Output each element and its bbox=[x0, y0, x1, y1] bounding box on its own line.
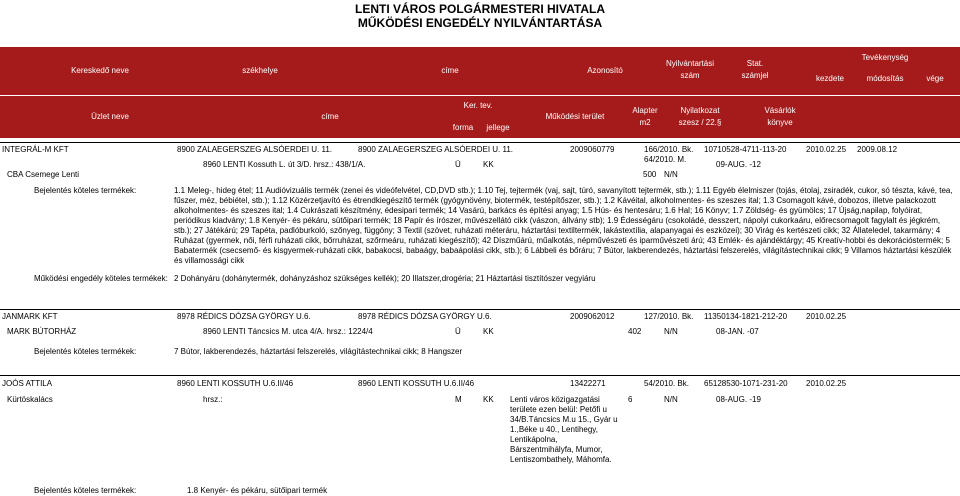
col-ker-tev: Ker. tev. bbox=[463, 101, 493, 110]
activity-start: 2010.02.25 bbox=[806, 145, 847, 154]
shop-name: MARK BÚTORHÁZ bbox=[7, 327, 77, 336]
col-alapter: Alapter bbox=[632, 106, 658, 115]
notifiable-products-text: 7 Bútor, lakberendezés, háztartási felszerelés, világítástechnikai cikk; 8 Hangszer bbox=[174, 347, 463, 356]
col-azonosito: Azonosító bbox=[587, 66, 623, 75]
merchant-seat: 8978 RÉDICS DÓZSA GYÖRGY U.6. bbox=[177, 312, 311, 321]
notifiable-products-label: Bejelentés köteles termékek: bbox=[34, 347, 137, 356]
col-jellege: jellege bbox=[486, 123, 510, 132]
merchant-seat: 8960 LENTI KOSSUTH U.6.II/46 bbox=[177, 379, 294, 388]
floor-area: 402 bbox=[628, 327, 642, 336]
col-kereskedo-neve: Kereskedő neve bbox=[71, 66, 129, 75]
shop-address: 8960 LENTI Táncsics M. utca 4/A. hrsz.: 1224/4 bbox=[203, 327, 373, 336]
col-szamjel: számjel bbox=[741, 71, 769, 80]
declaration: N/N bbox=[664, 327, 678, 336]
merchant-name: INTEGRÁL-M KFT bbox=[2, 145, 69, 154]
floor-area: 6 bbox=[628, 395, 633, 404]
customer-book: 08-JAN. -07 bbox=[716, 327, 759, 336]
notifiable-products-label: Bejelentés köteles termékek: bbox=[34, 186, 137, 195]
floor-area: 500 bbox=[643, 170, 657, 179]
header-band-merchant bbox=[0, 47, 960, 95]
col-nyilvantartasi-szam: szám bbox=[680, 71, 700, 80]
trade-form: Ü bbox=[455, 160, 461, 169]
customer-book: 08-AUG. -19 bbox=[716, 395, 761, 404]
notifiable-products-label: Bejelentés köteles termékek: bbox=[34, 486, 137, 495]
col-uzlet-neve: Üzlet neve bbox=[91, 112, 129, 121]
col-forma: forma bbox=[452, 123, 474, 132]
licensed-products-text: 2 Dohányáru (dohánytermék, dohányzáshoz szükséges kellék); 20 Illatszer,drogéria; 21 Háztartási tisztítószer vegyiáru bbox=[174, 274, 596, 283]
registry-number: 127/2010. Bk. bbox=[644, 312, 694, 321]
shop-name: Kürtöskalács bbox=[7, 395, 53, 404]
shop-address: 8960 LENTI Kossuth L. út 3/D. hrsz.: 438/1/A. bbox=[203, 160, 366, 169]
page-title: LENTI VÁROS POLGÁRMESTERI HIVATALA bbox=[354, 2, 605, 16]
col-alapter-m2: m2 bbox=[639, 118, 651, 127]
col-vasarlok-konyve: könyve bbox=[767, 118, 793, 127]
activity-modified: 2009.08.12 bbox=[857, 145, 898, 154]
trade-type: KK bbox=[483, 395, 494, 404]
declaration: N/N bbox=[664, 395, 678, 404]
merchant-id: 2009060779 bbox=[570, 145, 615, 154]
registry-number: 54/2010. Bk. bbox=[644, 379, 689, 388]
shop-name: CBA Csemege Lenti bbox=[7, 170, 80, 179]
col-uzlet-cime: címe bbox=[321, 112, 339, 121]
licensed-products-label: Működési engedély köteles termékek: bbox=[34, 274, 168, 283]
record-separator bbox=[0, 309, 960, 310]
col-modositas: módosítás bbox=[866, 74, 904, 83]
registry-number: 166/2010. Bk. bbox=[644, 145, 694, 154]
merchant-id: 13422271 bbox=[570, 379, 606, 388]
registry-number-2: 64/2010. M. bbox=[644, 155, 687, 164]
col-vege: vége bbox=[926, 74, 944, 83]
trade-type: KK bbox=[483, 327, 494, 336]
col-tevekenyseg: Tevékenység bbox=[861, 53, 909, 62]
merchant-name: JANMARK KFT bbox=[2, 312, 58, 321]
merchant-seat: 8900 ZALAEGERSZEG ALSÓERDEI U. 11. bbox=[177, 145, 333, 154]
merchant-address: 8978 RÉDICS DÓZSA GYÖRGY U.6. bbox=[358, 312, 492, 321]
record-separator bbox=[0, 142, 960, 143]
activity-start: 2010.02.25 bbox=[806, 312, 847, 321]
trade-type: KK bbox=[483, 160, 494, 169]
record-separator bbox=[0, 375, 960, 376]
merchant-name: JOÓS ATTILA bbox=[2, 379, 53, 388]
col-nyilvantartasi: Nyilvántartási bbox=[665, 59, 714, 68]
col-mukodesi-terulet: Működési terület bbox=[545, 112, 605, 121]
notifiable-products-text: 1.8 Kenyér- és pékáru, sütőipari termék bbox=[187, 486, 328, 495]
col-cime: címe bbox=[441, 66, 459, 75]
stat-code: 65128530-1071-231-20 bbox=[704, 379, 788, 388]
col-kezdete: kezdete bbox=[815, 74, 845, 83]
stat-code: 10710528-4711-113-20 bbox=[704, 145, 787, 154]
activity-start: 2010.02.25 bbox=[806, 379, 847, 388]
notifiable-products-text: 1.1 Meleg-, hideg étel; 11 Audióvizuális termék (zenei és videófelvétel, CD,DVD stb.); 1.10 Tej, tejtermék (vaj, sajt, túró, savanyított tejtermék, stb.); 1.11 Egyéb élelmiszer (tojás, étolaj, zsiradék, cukor, só tészta, kávé, tea, fűszer, méz, bébiétel, stb.); 1.12 Közérzetjavító és étrendkiegészítő termék (gyógynövény, biotermék, testépítőszer, stb.); 1.2 Kávéital, alkoholmentes- és szeszes ital; 1.3 Csomagolt kávé, dobozos, illetve palackozott alkoholmentes- és szeszes ital; 1.4 Cukrászati készítmény, édesipari termék; 14 Vasárú, barkács és építési anyag; 1.5 Hús- és hentesáru; 1.6 Hal; 16 Könyv; 1.7 Zöldség- és gyümölcs; 17 Újság,napilap, folyóirat, periódikus kiadvány; 1.8 Kenyér- és pékáru, sütőipari termék; 18 Papír és írószer, művészellátó cikk (vászon, állvány stb); 1.9 Édességáru (csokoládé, desszert, nápolyi cukorkaáru, előrecsomagolt fagylalt és jégkrém, stb.); 27 Játékárú; 29 Tapéta, padlóburkoló, szőnyeg, függöny; 3 Textil (szövet, ruházati méteráru, háztartási textiltermék, lakástextília, alapanyagai és eszközei); 30 Virág és kertészeti cikk; 32 Állateledel, takarmány; 4 Ruházat (gyermek, női, férfi ruházati cikk, bőrruházat, szőrmeáru, ruházati kiegészítő); 42 Díszműárú, műalkotás, népművészeti és iparművészeti árú; 43 Emlék- és ajándéktárgy; 45 Kreatív-hobbi és dekorációstermék; 5 Babatermék (csecsemő- és kisgyermek-ruházati cikk, babakocsi, babaágy, babaápolási cikk, stb.); 6 Lábbeli és bőráru; 7 Bútor, lakberendezés, háztartási felszerelés, világítástechnikai cikk; 9 Villamos háztartási készülék és villamossági cikk bbox=[174, 186, 953, 265]
merchant-id: 2009062012 bbox=[570, 312, 615, 321]
page-subtitle: MŰKÖDÉSI ENGEDÉLY NYILVÁNTARTÁSA bbox=[357, 16, 603, 30]
header-band-shop bbox=[0, 96, 960, 138]
customer-book: 09-AUG. -12 bbox=[716, 160, 761, 169]
merchant-address: 8900 ZALAEGERSZEG ALSÓERDEI U. 11. bbox=[358, 145, 514, 154]
col-stat: Stat. bbox=[746, 59, 764, 68]
col-nyilatkozat-szesz: szesz / 22.§ bbox=[678, 118, 722, 127]
trade-form: Ü bbox=[455, 327, 461, 336]
trade-form: M bbox=[455, 395, 462, 404]
shop-address: hrsz.: bbox=[203, 395, 223, 404]
operating-area: Lenti város közigazgatási területe ezen belül: Petőfi u 34/B.Táncsics M.u 15., Gyár u 1.,Béke u 40., Lentihegy, Lentikápolna, Bárszentmihályfa, Mumor, Lentiszombathely, Máhomfa. bbox=[510, 395, 618, 464]
col-vasarlok: Vásárlók bbox=[764, 106, 796, 115]
stat-code: 11350134-1821-212-20 bbox=[704, 312, 788, 321]
declaration: N/N bbox=[664, 170, 678, 179]
col-nyilatkozat: Nyilatkozat bbox=[680, 106, 720, 115]
col-szekhelye: székhelye bbox=[242, 66, 278, 75]
merchant-address: 8960 LENTI KOSSUTH U.6.II/46 bbox=[358, 379, 475, 388]
